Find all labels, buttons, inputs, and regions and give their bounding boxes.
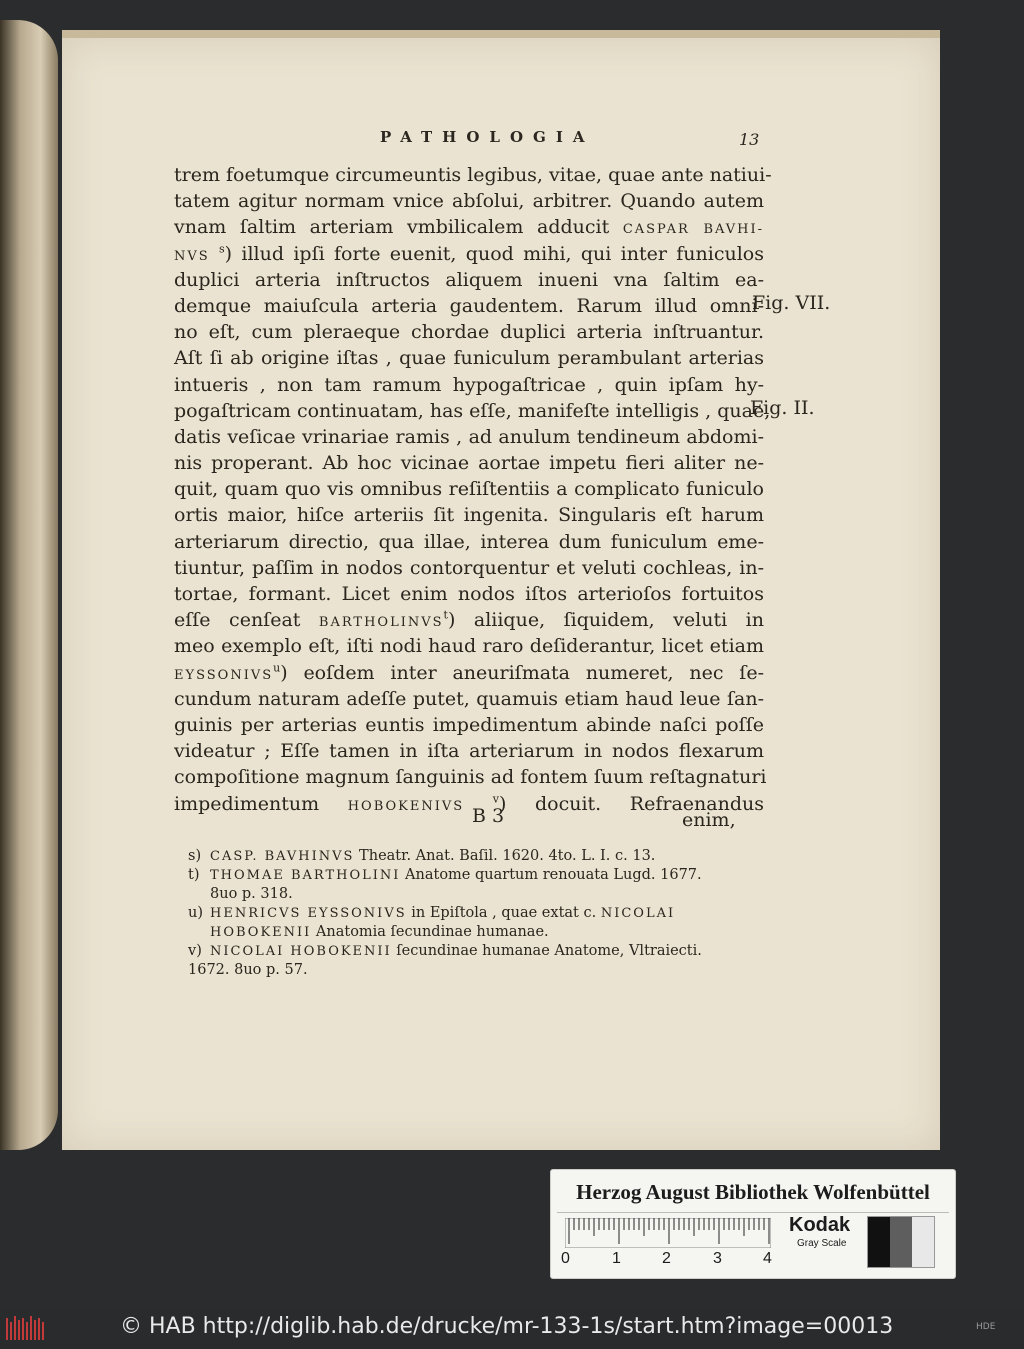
footnote-t-continued: 8uo p. 318. — [210, 886, 293, 902]
hab-barcode-icon — [6, 1314, 46, 1344]
copyright-url: © HAB http://diglib.hab.de/drucke/mr-133-1s/start.htm?image=00013 — [120, 1314, 894, 1339]
text-segment: ) docuit. Refraenandus — [498, 792, 764, 815]
footnote-author: HOBOKENII — [210, 925, 312, 940]
kodak-subtitle: Gray Scale — [797, 1238, 847, 1249]
footnote-text: Anatomia ſecundinae humanae. — [311, 924, 549, 940]
gray-patch-mid — [890, 1217, 912, 1267]
body-text — [174, 162, 772, 817]
text-line: tortae, formant. Licet enim nodos iſtos arterioſos fortuitos — [174, 583, 764, 605]
footnotes — [188, 847, 768, 980]
footnote-mark: t) — [188, 867, 200, 883]
text-line: Aſt ſi ab origine iſtas , quae funiculum perambulant arterias — [174, 347, 764, 370]
signature-mark: B 3 — [472, 805, 505, 827]
author-name: HOBOKENIVS — [347, 798, 465, 814]
ruler-label: 2 — [662, 1250, 671, 1267]
footer-mark: HDE — [976, 1322, 996, 1332]
margin-note-fig-vii: Fig. VII. — [752, 292, 831, 314]
footnote-ref: s — [219, 242, 225, 256]
footnote-text: in Epiſtola , quae extat c. — [406, 905, 601, 921]
text-line: tatem agitur normam vnice abſolui, arbitrer. Quando autem — [174, 190, 764, 213]
footnote-text: Theatr. Anat. Baſil. 1620. 4to. L. I. c. 13. — [354, 848, 656, 864]
ruler-label: 4 — [763, 1250, 772, 1267]
left-page-edge — [0, 20, 58, 1150]
text-line — [174, 241, 764, 267]
text-line: videatur ; Eſſe tamen in iſta arteriarum in nodos flexarum — [174, 740, 764, 763]
text-line: pogaſtricam continuatam, has eſſe, manifeſte intelligis , quae, — [174, 399, 771, 422]
text-segment: ) aliique, ſiquidem, veluti in — [447, 609, 764, 632]
footnote-text: Anatome quartum renouata Lugd. 1677. — [400, 867, 702, 883]
text-line: datis veſicae vrinariae ramis , ad anulum tendineum abdomi- — [174, 425, 764, 448]
card-divider — [557, 1212, 949, 1213]
text-line: duplici arteria inſtructos aliquem inueni vna ſaltim ea- — [174, 268, 764, 291]
text-line: cundum naturam adeſſe putet, quamuis etiam haud leue ſan- — [174, 687, 764, 710]
footnote-text: ſecundinae humanae Anatome, Vltraiecti. — [391, 943, 702, 959]
footnote-author: NICOLAI HOBOKENII — [210, 944, 392, 959]
text-line: meo exemplo eſt, iſti nodi haud raro deſiderantur, licet etiam — [174, 635, 764, 658]
kodak-logo: Kodak — [789, 1214, 851, 1236]
margin-note-fig-ii: Fig. II. — [750, 397, 815, 419]
footnote-ref: t — [443, 608, 448, 622]
text-line: trem foetumque circumeuntis legibus, vitae, quae ante natiui- — [174, 164, 772, 186]
footnote-author: NICOLAI — [600, 906, 676, 921]
catchword: enim, — [682, 809, 736, 831]
footnote-u — [188, 904, 768, 923]
text-segment: ) eoſdem inter aneuriſmata numeret, nec ſe- — [280, 661, 764, 684]
footnote-u-continued — [188, 923, 768, 942]
ruler-scale — [565, 1218, 771, 1248]
footnote-author: HENRICVS EYSSONIVS — [210, 906, 407, 921]
text-line — [174, 214, 764, 240]
text-line: intueris , non tam ramum hypogaſtricae , quin ipſam hy- — [174, 373, 764, 396]
text-line: no eſt, cum pleraeque chordae duplici arteria inſtruantur. — [174, 321, 764, 344]
author-name: NVS — [174, 248, 210, 264]
author-name: BARTHOLINVS — [318, 615, 444, 631]
footnote-mark: v) — [188, 943, 202, 959]
ruler-label: 0 — [561, 1250, 570, 1267]
footnote-ref: v — [492, 792, 499, 806]
footnote-mark: s) — [188, 848, 202, 864]
gray-scale-patches — [867, 1216, 935, 1268]
text-segment: vnam ſaltim arteriam vmbilicalem adducit — [174, 216, 623, 239]
text-line: guinis per arterias euntis impedimentum abinde naſci poſſe — [174, 713, 764, 736]
text-line: demque maiuſcula arteria gaudentem. Rarum illud omni- — [174, 294, 764, 317]
ruler-label: 1 — [612, 1250, 621, 1267]
text-line — [174, 660, 764, 686]
text-segment: impedimentum — [174, 792, 348, 815]
hab-color-card — [550, 1169, 956, 1279]
running-header — [0, 128, 1024, 158]
text-segment: eſſe cenſeat — [174, 609, 319, 632]
text-line: nis properant. Ab hoc vicinae aortae impetu fieri aliter ne- — [174, 452, 764, 475]
footnote-s — [188, 847, 768, 866]
gray-patch-black — [868, 1217, 890, 1267]
ruler-label: 3 — [713, 1250, 722, 1267]
footer-bar — [0, 1308, 1024, 1349]
text-line — [174, 607, 764, 633]
footnote-v-continued: 1672. 8uo p. 57. — [188, 962, 308, 978]
text-line: arteriarum directio, qua illae, interea dum funiculum eme- — [174, 530, 764, 553]
text-line: ortis maior, hiſce arteriis ſit ingenita. Singularis eſt harum — [174, 504, 764, 527]
author-name: EYSSONIVS — [174, 667, 274, 683]
footnote-author: CASP. BAVHINVS — [210, 849, 355, 864]
text-line: compoſitione magnum ſanguinis ad fontem ſuum reſtagnaturi — [174, 766, 767, 789]
page-number: 13 — [739, 130, 760, 149]
text-line: tiuntur, paſſim in nodos contorquentur et veluti cochleas, in- — [174, 556, 764, 579]
gray-patch-light — [912, 1217, 934, 1267]
library-name: Herzog August Bibliothek Wolfenbüttel — [576, 1180, 930, 1204]
footnote-t — [188, 866, 768, 885]
header-title: PATHOLOGIA — [380, 128, 595, 146]
text-line — [174, 791, 764, 817]
text-line: quit, quam quo vis omnibus reſiſtentiis a complicato funiculo — [174, 478, 764, 501]
footnote-ref: u — [273, 661, 281, 675]
footnote-v — [188, 942, 768, 961]
footnote-author: THOMAE BARTHOLINI — [210, 868, 401, 883]
text-segment: ) illud ipſi forte euenit, quod mihi, qui inter funiculos — [224, 242, 764, 265]
footnote-mark: u) — [188, 905, 203, 921]
author-name: CASPAR BAVHI- — [622, 222, 764, 238]
